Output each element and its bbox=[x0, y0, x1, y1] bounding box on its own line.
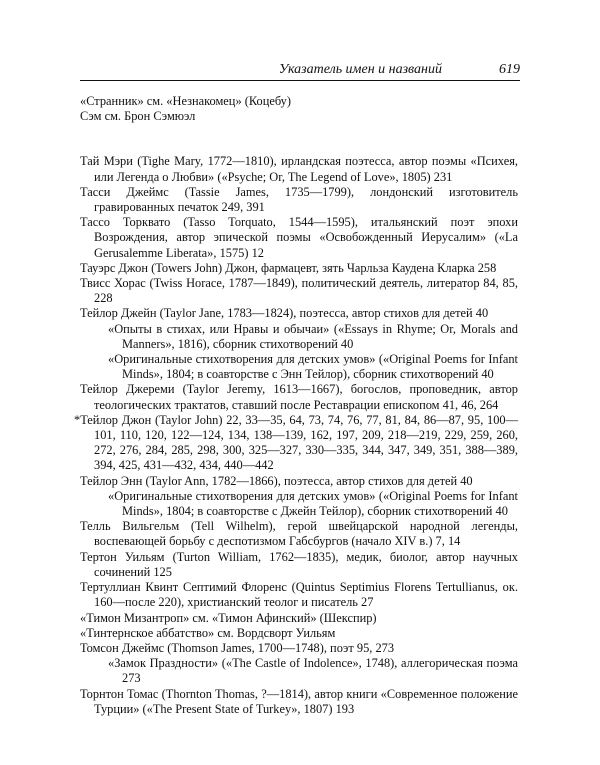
running-title: Указатель имен и названий bbox=[278, 62, 442, 77]
index-subentry: «Оригинальные стихотворения для детских умов» («Original Poems for Infant Minds», 1804; в соавторстве с Энн Тейлор), сборник стихотворений 40 bbox=[108, 352, 518, 382]
index-subentry: «Оригинальные стихотворения для детских умов» («Original Poems for Infant Minds», 1804; в соавторстве с Джейн Тейлор), сборник стихотворений 40 bbox=[108, 488, 518, 519]
index-entry: Тай Мэри (Tighe Mary, 1772—1810), ирландская поэтесса, автор поэмы «Психея, или Легенда о Любви» («Psyche; Or, The Legend of Love», 1805) 231 bbox=[80, 154, 518, 184]
index-entry: Твисс Хорас (Twiss Horace, 1787—1849), политический деятель, литератор 84, 85, 228 bbox=[80, 276, 518, 306]
index-entry: Телль Вильгельм (Tell Wilhelm), герой швейцарской народной легенды, воспевающей борьбу с деспотизмом Габсбургов (начало XIV в.) 7, 14 bbox=[80, 519, 518, 549]
index-entry: Тассо Торквато (Tasso Torquato, 1544—1595), итальянский поэт эпохи Возрождения, автор эпической поэмы «Освобожденный Иерусалим» («La Gerusalemme Liberata», 1575) 12 bbox=[80, 215, 518, 260]
index-entry: Тертуллиан Квинт Септимий Флоренс (Quintus Septimius Florens Tertullianus, ок. 160—после 220), христианский теолог и писатель 27 bbox=[80, 580, 518, 610]
index-entry: Торнтон Томас (Thornton Thomas, ?—1814), автор книги «Современное положение Турции» («The Present State of Turkey», 1807) 193 bbox=[80, 686, 518, 716]
index-entry: «Тимон Мизантроп» см. «Тимон Афинский» (Шекспир) bbox=[80, 610, 377, 625]
index-subentry: «Опыты в стихах, или Нравы и обычаи» («Essays in Rhyme; Or, Morals and Manners», 1816), сборник стихотворений 40 bbox=[108, 321, 518, 351]
page-number: 619 bbox=[499, 62, 520, 77]
running-head bbox=[80, 61, 520, 79]
index-entry: «Тинтернское аббатство» см. Вордсворт Уильям bbox=[80, 625, 336, 640]
index-entry: «Странник» см. «Незнакомец» (Коцебу) bbox=[80, 94, 291, 108]
index-entry: Сэм см. Брон Сэмюэл bbox=[80, 109, 196, 124]
section-gap bbox=[80, 124, 518, 154]
index-entry: Томсон Джеймс (Thomson James, 1700—1748), поэт 95, 273 bbox=[80, 640, 395, 655]
index-entries bbox=[74, 94, 518, 717]
index-entry: Тейлор Джейн (Taylor Jane, 1783—1824), поэтесса, автор стихов для детей 40 bbox=[80, 306, 489, 321]
index-entry: Тертон Уильям (Turton William, 1762—1835), медик, биолог, автор научных сочинений 125 bbox=[80, 549, 518, 579]
index-entry: Тауэрс Джон (Towers John) Джон, фармацевт, зять Чарльза Каудена Кларка 258 bbox=[80, 260, 497, 275]
index-entry: Тасси Джеймс (Tassie James, 1735—1799), лондонский изготовитель гравированных печаток 249, 391 bbox=[80, 184, 518, 215]
index-entry: Тейлор Энн (Taylor Ann, 1782—1866), поэтесса, автор стихов для детей 40 bbox=[80, 473, 473, 488]
index-entry-starred: *Тейлор Джон (Taylor John) 22, 33—35, 64, 73, 74, 76, 77, 81, 84, 86—87, 95, 100—101, 110, 120, 122—124, 134, 138—139, 162, 197, 209, 218—219, 229, 259, 260, 272, 276, 284, 285, 298, 300, 325—327, 330—335, 344, 347, 349, 351, 388—389, 394, 425, 431—432, 434, 440—442 bbox=[74, 412, 518, 473]
header-rule bbox=[80, 80, 520, 81]
index-subentry: «Замок Праздности» («The Castle of Indolence», 1748), аллегорическая поэма 273 bbox=[108, 656, 518, 686]
index-entry: Тейлор Джереми (Taylor Jeremy, 1613—1667), богослов, проповедник, автор теологических трактатов, ставший после Реставрации епископом 41, 46, 264 bbox=[80, 382, 518, 412]
